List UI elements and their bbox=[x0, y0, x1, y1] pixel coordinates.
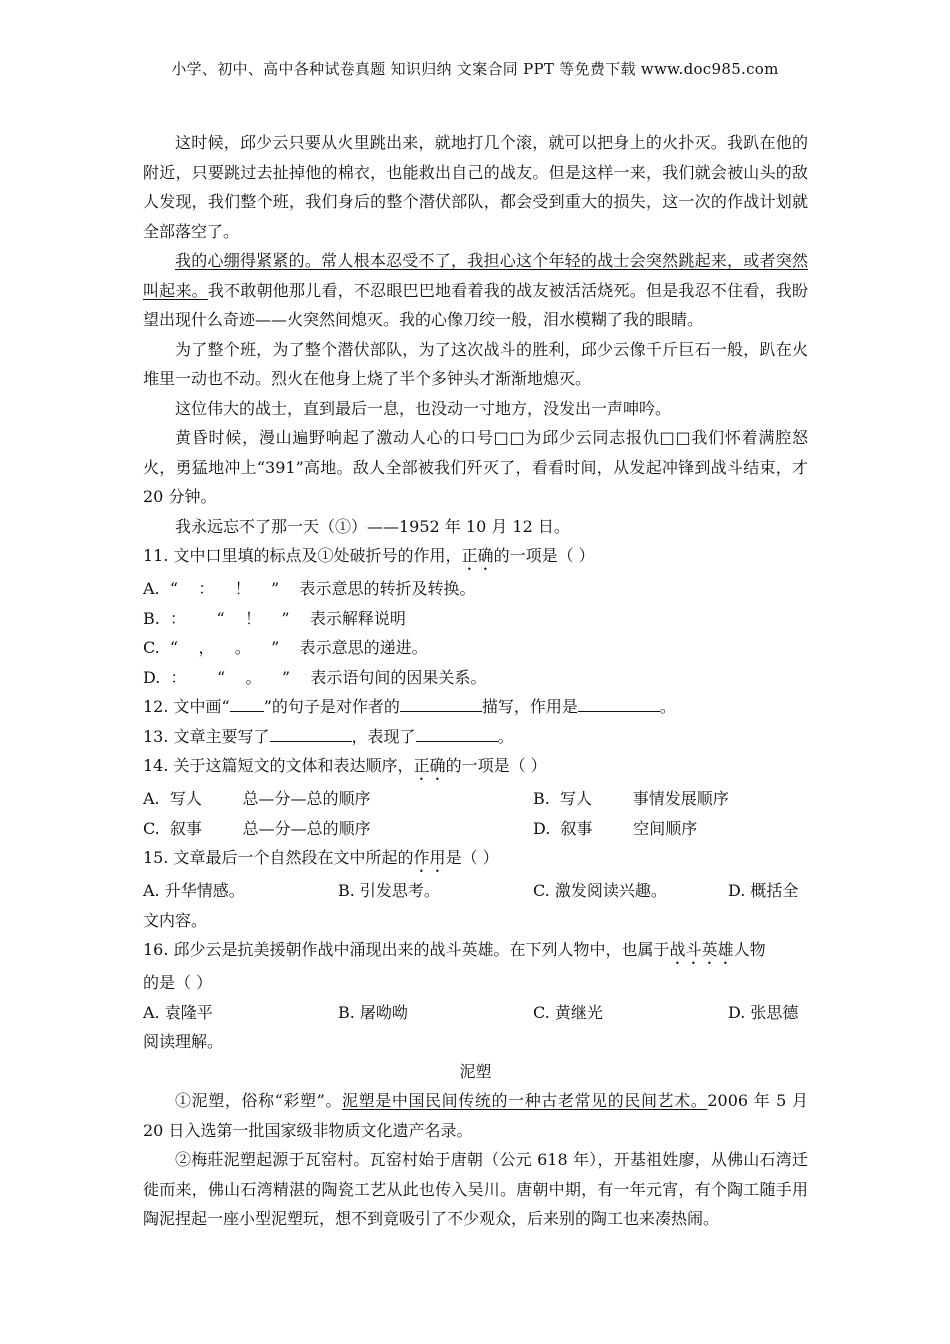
question-15-option-d: D. 概括全 bbox=[728, 881, 799, 900]
article-title: 泥塑 bbox=[459, 1061, 492, 1081]
question-16-stem-wrap: 的是（ ） bbox=[143, 973, 213, 992]
question-14-option-a: A. 写人 总—分—总的顺序 bbox=[143, 789, 371, 808]
question-14-option-d: D. 叙事 空间顺序 bbox=[533, 818, 698, 838]
blank bbox=[416, 723, 498, 742]
question-14-options-row-1 bbox=[143, 784, 808, 814]
question-14-option-c: C. 叙事 总—分—总的顺序 bbox=[143, 818, 371, 838]
question-16-stem: 16. 邱少云是抗美援朝作战中涌现出来的战斗英雄。在下列人物中，也属于战斗英雄人物 bbox=[143, 940, 766, 959]
question-15-option-d-wrap: 文内容。 bbox=[143, 910, 208, 930]
underlined-sentence: 泥塑是中国民间传统的一种古老常见的民间艺术。 bbox=[342, 1091, 708, 1110]
blank bbox=[230, 693, 264, 712]
question-12: 12. 文中画“ ”的句子是对作者的 描写，作用是 。 bbox=[143, 692, 808, 722]
question-14-option-b: B. 写人 事情发展顺序 bbox=[533, 789, 729, 808]
blank bbox=[578, 693, 660, 712]
question-15-option-c: C. 激发阅读兴趣。 bbox=[533, 881, 667, 900]
story-paragraph-6: 我永远忘不了那一天（①）——1952 年 10 月 12 日。 bbox=[175, 516, 570, 536]
question-15-options bbox=[143, 876, 808, 906]
article-paragraph-1: ①泥塑，俗称“彩塑”。泥塑是中国民间传统的一种古老常见的民间艺术。2006 年 5 月 20 日入选第一批国家级非物质文化遗产名录。 bbox=[143, 1091, 808, 1140]
question-16-option-a: A. 袁隆平 bbox=[143, 1002, 213, 1022]
underlined-sentence: 我的心绷得紧紧的。常人根本忍受不了，我担心这个年轻的战士会突然跳起来，或者突然叫起来。 bbox=[143, 251, 808, 300]
blank bbox=[400, 693, 482, 712]
question-16-option-b: B. 屠呦呦 bbox=[338, 1002, 408, 1022]
question-15-option-b: B. 引发思考。 bbox=[338, 881, 440, 900]
question-16-option-d: D. 张思德 bbox=[728, 1002, 799, 1022]
story-paragraph-3: 为了整个班，为了整个潜伏部队，为了这次战斗的胜利，邱少云像千斤巨石一般，趴在火堆里一动也不动。烈火在他身上烧了半个多钟头才渐渐地熄灭。 bbox=[143, 339, 808, 388]
question-16-options bbox=[143, 998, 808, 1028]
question-16-option-c: C. 黄继光 bbox=[533, 1002, 603, 1022]
reading-comprehension-label: 阅读理解。 bbox=[143, 1032, 224, 1051]
story-paragraph-2 bbox=[143, 246, 808, 335]
story-paragraph-4: 这位伟大的战士，直到最后一息，也没动一寸地方，没发出一声呻吟。 bbox=[175, 398, 672, 418]
question-11-option-a: A. “ ： ！ ” 表示意思的转折及转换。 bbox=[143, 579, 476, 598]
blank bbox=[270, 723, 352, 742]
page-header: 小学、初中、高中各种试卷真题 知识归纳 文案合同 PPT 等免费下载 www.doc985.com bbox=[171, 60, 779, 78]
question-14-stem: 14. 关于这篇短文的文体和表达顺序，正确的一项是（ ） bbox=[143, 756, 547, 775]
question-11-option-c: C. “ ， 。 ” 表示意思的递进。 bbox=[143, 638, 428, 657]
question-15-stem: 15. 文章最后一个自然段在文中所起的作用是（ ） bbox=[143, 848, 499, 867]
question-11-option-d: D. ： “ 。 ” 表示语句间的因果关系。 bbox=[143, 667, 487, 687]
question-11-option-b: B. ： “ ！ ” 表示解释说明 bbox=[143, 608, 406, 628]
document-body bbox=[143, 128, 808, 1234]
question-15-option-a: A. 升华情感。 bbox=[143, 881, 245, 900]
question-11-stem: 11. 文中口里填的标点及①处破折号的作用，正确的一项是（ ） bbox=[143, 546, 595, 565]
article-paragraph-2: ②梅莊泥塑起源于瓦窑村。瓦窑村始于唐朝（公元 618 年），开基祖姓廖，从佛山石湾迁徙而来，佛山石湾精湛的陶瓷工艺从此也传入吴川。唐朝中期，有一年元宵，有个陶工随手用陶泥捏起一座小型泥塑玩，想不到竟吸引了不少观众，后来别的陶工也来凑热闹。 bbox=[143, 1150, 808, 1228]
story-paragraph-1: 这时候，邱少云只要从火里跳出来，就地打几个滚，就可以把身上的火扑灭。我趴在他的附近，只要跳过去扯掉他的棉衣，也能救出自己的战友。但是这样一来，我们就会被山头的敌人发现，我们整个班，我们身后的整个潜伏部队，都会受到重大的损失，这一次的作战计划就全部落空了。 bbox=[143, 133, 808, 241]
question-13: 13. 文章主要写了 ，表现了 。 bbox=[143, 722, 808, 752]
story-paragraph-2-rest: 我不敢朝他那儿看，不忍眼巴巴地看着我的战友被活活烧死。但是我忍不住看，我盼望出现什么奇迹——火突然间熄灭。我的心像刀绞一般，泪水模糊了我的眼睛。 bbox=[143, 280, 808, 329]
question-14-options-row-2 bbox=[143, 814, 808, 844]
story-paragraph-5: 黄昏时候，漫山遍野响起了激动人心的口号□□为邱少云同志报仇□□我们怀着满腔怒火，勇猛地冲上“391”高地。敌人全部被我们歼灭了，看看时间，从发起冲锋到战斗结束，才 20 分钟。 bbox=[143, 428, 808, 506]
